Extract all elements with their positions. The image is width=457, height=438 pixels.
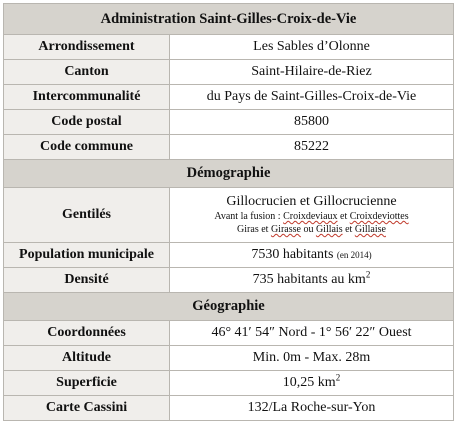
- row-value: Saint-Hilaire-de-Riez: [170, 60, 454, 85]
- gentile-former-2: Croixdeviottes: [349, 211, 409, 222]
- conjunction: et: [342, 224, 355, 235]
- table-row-code-postal: [4, 110, 454, 135]
- row-label: Code commune: [4, 135, 170, 160]
- gentile-fusion-line-2: [170, 223, 453, 236]
- row-value: 85222: [170, 135, 454, 160]
- gentile-fusion-line-1: [170, 210, 453, 223]
- row-label: Arrondissement: [4, 35, 170, 60]
- fusion-prefix: Avant la fusion :: [214, 211, 284, 222]
- gentile-former-6: Gillaise: [354, 224, 386, 235]
- population-year-note: (en 2014): [336, 250, 372, 260]
- population-value: 7530 habitants: [251, 247, 334, 262]
- table-row-densite: [4, 268, 454, 293]
- densite-value: 735 habitants au km: [252, 272, 366, 287]
- table-row-coordonnees: [4, 321, 454, 346]
- superficie-exponent: 2: [335, 372, 341, 383]
- section-header-demographie: [4, 160, 454, 188]
- row-label: Superficie: [4, 371, 170, 396]
- table-row-code-commune: [4, 135, 454, 160]
- row-label: Population municipale: [4, 243, 170, 268]
- row-label: Gentilés: [4, 188, 170, 243]
- table-row-cassini: [4, 396, 454, 421]
- gentile-main: Gillocrucien et Gillocrucienne: [226, 194, 397, 209]
- table-row-superficie: [4, 371, 454, 396]
- row-label: Code postal: [4, 110, 170, 135]
- conjunction: et: [337, 211, 350, 222]
- table-row-canton: [4, 60, 454, 85]
- table-row-altitude: [4, 346, 454, 371]
- table-row-intercommunalite: [4, 85, 454, 110]
- section-header-geographie: [4, 293, 454, 321]
- section-title: Géographie: [4, 293, 454, 321]
- gentile-former-4: Girasse: [270, 224, 301, 235]
- gentile-former-3: Giras: [237, 224, 259, 235]
- row-value: [170, 371, 454, 396]
- row-value: [170, 243, 454, 268]
- row-label: Altitude: [4, 346, 170, 371]
- section-header-administration: [4, 4, 454, 35]
- table-row-population: [4, 243, 454, 268]
- row-value: du Pays de Saint-Gilles-Croix-de-Vie: [170, 85, 454, 110]
- row-label: Coordonnées: [4, 321, 170, 346]
- gentile-former-5: Gillais: [315, 224, 343, 235]
- gentile-former-1: Croixdeviaux: [283, 211, 338, 222]
- row-value: Les Sables d’Olonne: [170, 35, 454, 60]
- table-row-arrondissement: [4, 35, 454, 60]
- section-title: Administration Saint-Gilles-Croix-de-Vie: [4, 4, 454, 35]
- row-value: 46° 41′ 54″ Nord - 1° 56′ 22″ Ouest: [170, 321, 454, 346]
- conjunction: ou: [300, 224, 316, 235]
- row-value: 85800: [170, 110, 454, 135]
- row-label: Carte Cassini: [4, 396, 170, 421]
- table-row-gentiles: [4, 188, 454, 243]
- section-title: Démographie: [4, 160, 454, 188]
- row-value: [170, 188, 454, 243]
- conjunction: et: [258, 224, 271, 235]
- row-label: Canton: [4, 60, 170, 85]
- row-value: Min. 0m - Max. 28m: [170, 346, 454, 371]
- row-label: Intercommunalité: [4, 85, 170, 110]
- row-label: Densité: [4, 268, 170, 293]
- row-value: [170, 268, 454, 293]
- superficie-value: 10,25 km: [282, 375, 336, 390]
- row-value: 132/La Roche-sur-Yon: [170, 396, 454, 421]
- infobox-table: [3, 3, 454, 421]
- densite-exponent: 2: [365, 269, 371, 280]
